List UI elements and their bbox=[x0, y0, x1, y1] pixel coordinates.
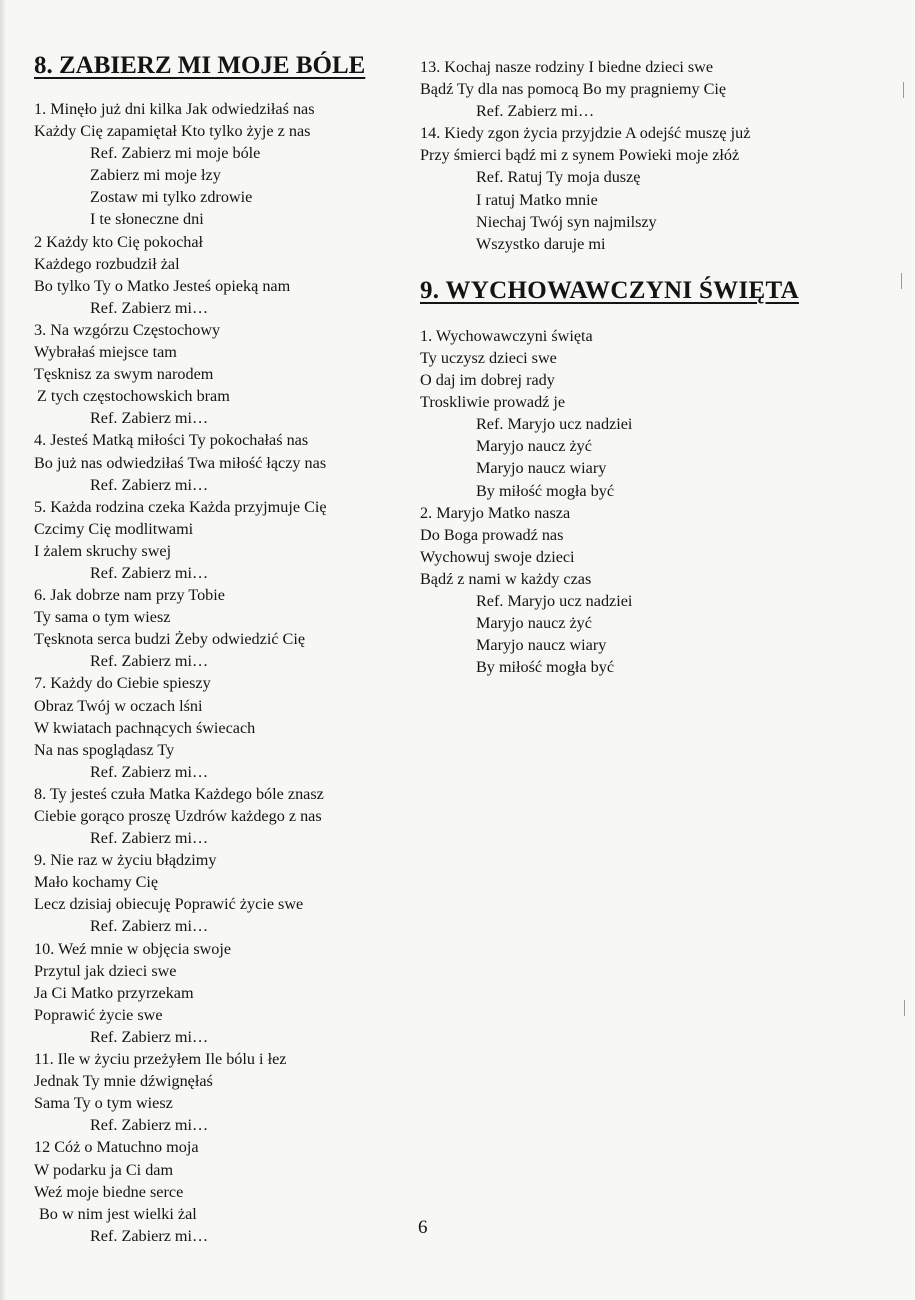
lyric-line: I te słoneczne dni bbox=[90, 210, 204, 229]
lyric-line: Jednak Ty mnie dźwignęłaś bbox=[34, 1072, 213, 1091]
lyric-line: Ref. Zabierz mi… bbox=[90, 475, 209, 494]
right-column bbox=[420, 56, 840, 678]
lyric-line: Zostaw mi tylko zdrowie bbox=[90, 188, 253, 207]
lyric-line: Ref. Zabierz mi… bbox=[90, 829, 209, 848]
song-9-lyrics bbox=[420, 325, 840, 679]
lyric-line: Ref. Zabierz mi… bbox=[90, 762, 209, 781]
song-8-lyrics-continued bbox=[420, 56, 840, 255]
lyric-line: I żalem skruchy swej bbox=[34, 541, 172, 560]
page-edge-shadow bbox=[0, 0, 6, 1300]
lyric-line: Bo tylko Ty o Matko Jesteś opieką nam bbox=[34, 276, 291, 295]
lyric-line: Obraz Twój w oczach lśni bbox=[34, 696, 203, 715]
lyric-line: 1. Minęło już dni kilka Jak odwiedziłaś nas bbox=[34, 100, 315, 118]
lyric-line: Wychowuj swoje dzieci bbox=[420, 547, 575, 566]
lyric-line: W kwiatach pachnących świecach bbox=[34, 718, 256, 737]
lyric-line: Maryjo naucz żyć bbox=[476, 614, 592, 633]
lyric-line: Bo w nim jest wielki żal bbox=[39, 1204, 197, 1223]
lyric-line: 2 Każdy kto Cię pokochał bbox=[34, 232, 204, 251]
lyric-line: Ja Ci Matko przyrzekam bbox=[34, 983, 194, 1002]
lyric-line: 3. Na wzgórzu Częstochowy bbox=[34, 320, 221, 339]
lyric-line: Wybrałaś miejsce tam bbox=[34, 343, 177, 362]
lyric-line: Do Boga prowadź nas bbox=[420, 525, 564, 544]
lyric-line: Niechaj Twój syn najmilszy bbox=[476, 212, 657, 231]
lyric-line: 9. Nie raz w życiu błądzimy bbox=[34, 851, 217, 870]
lyric-line: 2. Maryjo Matko nasza bbox=[420, 503, 571, 522]
margin-mark bbox=[904, 1000, 905, 1016]
lyric-line: Ref. Zabierz mi… bbox=[90, 1027, 209, 1046]
lyric-line: Na nas spoglądasz Ty bbox=[34, 740, 175, 759]
lyric-line: Tęsknisz za swym narodem bbox=[34, 365, 214, 384]
lyric-line: Każdego rozbudził żal bbox=[34, 254, 180, 273]
lyric-line: Bo już nas odwiedziłaś Twa miłość łączy nas bbox=[34, 453, 327, 472]
lyric-line: 4. Jesteś Matką miłości Ty pokochałaś nas bbox=[34, 431, 309, 450]
lyric-line: 12 Cóż o Matuchno moja bbox=[34, 1138, 199, 1157]
lyric-line: Bądź Ty dla nas pomocą Bo my pragniemy Cię bbox=[420, 80, 727, 99]
lyric-line: Ref. Zabierz mi… bbox=[90, 298, 209, 317]
lyric-line: 5. Każda rodzina czeka Każda przyjmuje Cię bbox=[34, 497, 327, 516]
lyric-line: Lecz dzisiaj obiecuję Poprawić życie swe bbox=[34, 895, 304, 914]
lyric-line: Ciebie gorąco proszę Uzdrów każdego z nas bbox=[34, 807, 322, 825]
lyric-line: Zabierz mi moje łzy bbox=[90, 166, 221, 185]
song-title-8: 8. ZABIERZ MI MOJE BÓLE bbox=[34, 52, 366, 79]
lyric-line: Troskliwie prowadź je bbox=[420, 393, 566, 412]
lyric-line: 1. Wychowawczyni święta bbox=[420, 326, 593, 345]
lyric-line: Ref. Zabierz mi… bbox=[90, 563, 209, 582]
lyric-line: Z tych częstochowskich bram bbox=[37, 387, 230, 406]
lyric-line: Tęsknota serca budzi Żeby odwiedzić Cię bbox=[34, 630, 306, 649]
lyric-line: Ref. Maryjo ucz nadziei bbox=[476, 415, 633, 434]
lyric-line: Ref. Zabierz mi… bbox=[90, 409, 209, 428]
lyric-line: Czcimy Cię modlitwami bbox=[34, 519, 194, 538]
lyric-line: Ref. Zabierz mi… bbox=[90, 1226, 209, 1245]
lyric-line: W podarku ja Ci dam bbox=[34, 1160, 174, 1179]
lyric-line: Przy śmierci bądź mi z synem Powieki moje złóż bbox=[420, 146, 740, 165]
left-column bbox=[34, 52, 419, 1247]
page-number: 6 bbox=[418, 1217, 428, 1238]
lyric-line: Ty sama o tym wiesz bbox=[34, 608, 171, 627]
lyric-line: Ref. Zabierz mi… bbox=[90, 652, 209, 671]
lyric-line: Ref. Zabierz mi… bbox=[90, 1116, 209, 1135]
lyric-line: Wszystko daruje mi bbox=[476, 234, 606, 253]
lyric-line: 8. Ty jesteś czuła Matka Każdego bóle znasz bbox=[34, 784, 324, 803]
song-title-9: 9. WYCHOWAWCZYNI ŚWIĘTA bbox=[420, 276, 799, 304]
lyric-line: O daj im dobrej rady bbox=[420, 371, 555, 390]
lyric-line: Sama Ty o tym wiesz bbox=[34, 1094, 173, 1113]
song-8-lyrics bbox=[34, 98, 419, 1247]
lyric-line: 10. Weź mnie w objęcia swoje bbox=[34, 939, 232, 958]
margin-mark bbox=[903, 82, 904, 98]
lyric-line: 13. Kochaj nasze rodziny I biedne dzieci swe bbox=[420, 58, 714, 76]
lyric-line: Poprawić życie swe bbox=[34, 1005, 163, 1024]
lyric-line: Ref. Maryjo ucz nadziei bbox=[476, 591, 633, 610]
lyric-line: Mało kochamy Cię bbox=[34, 873, 159, 892]
lyric-line: Ty uczysz dzieci swe bbox=[420, 348, 557, 367]
margin-mark bbox=[901, 273, 902, 289]
lyric-line: Maryjo naucz żyć bbox=[476, 437, 592, 456]
lyric-line: 7. Każdy do Ciebie spieszy bbox=[34, 674, 211, 693]
lyric-line: Przytul jak dzieci swe bbox=[34, 961, 177, 980]
lyric-line: Maryjo naucz wiary bbox=[476, 459, 607, 478]
lyric-line: 6. Jak dobrze nam przy Tobie bbox=[34, 586, 225, 605]
lyric-line: Ref. Zabierz mi… bbox=[476, 102, 595, 121]
lyric-line: By miłość mogła być bbox=[476, 658, 615, 677]
lyric-line: By miłość mogła być bbox=[476, 481, 615, 500]
lyric-line: Weź moje biedne serce bbox=[34, 1182, 184, 1201]
lyric-line: Ref. Zabierz mi… bbox=[90, 917, 209, 936]
lyric-line: Ref. Zabierz mi moje bóle bbox=[90, 144, 261, 163]
lyric-line: Bądź z nami w każdy czas bbox=[420, 569, 592, 588]
lyric-line: Każdy Cię zapamiętał Kto tylko żyje z nas bbox=[34, 122, 311, 141]
lyric-line: I ratuj Matko mnie bbox=[476, 190, 598, 209]
lyric-line: 14. Kiedy zgon życia przyjdzie A odejść muszę już bbox=[420, 124, 751, 143]
lyric-line: Maryjo naucz wiary bbox=[476, 636, 607, 655]
lyric-line: 11. Ile w życiu przeżyłem Ile bólu i łez bbox=[34, 1050, 287, 1069]
lyric-line: Ref. Ratuj Ty moja duszę bbox=[476, 168, 641, 187]
